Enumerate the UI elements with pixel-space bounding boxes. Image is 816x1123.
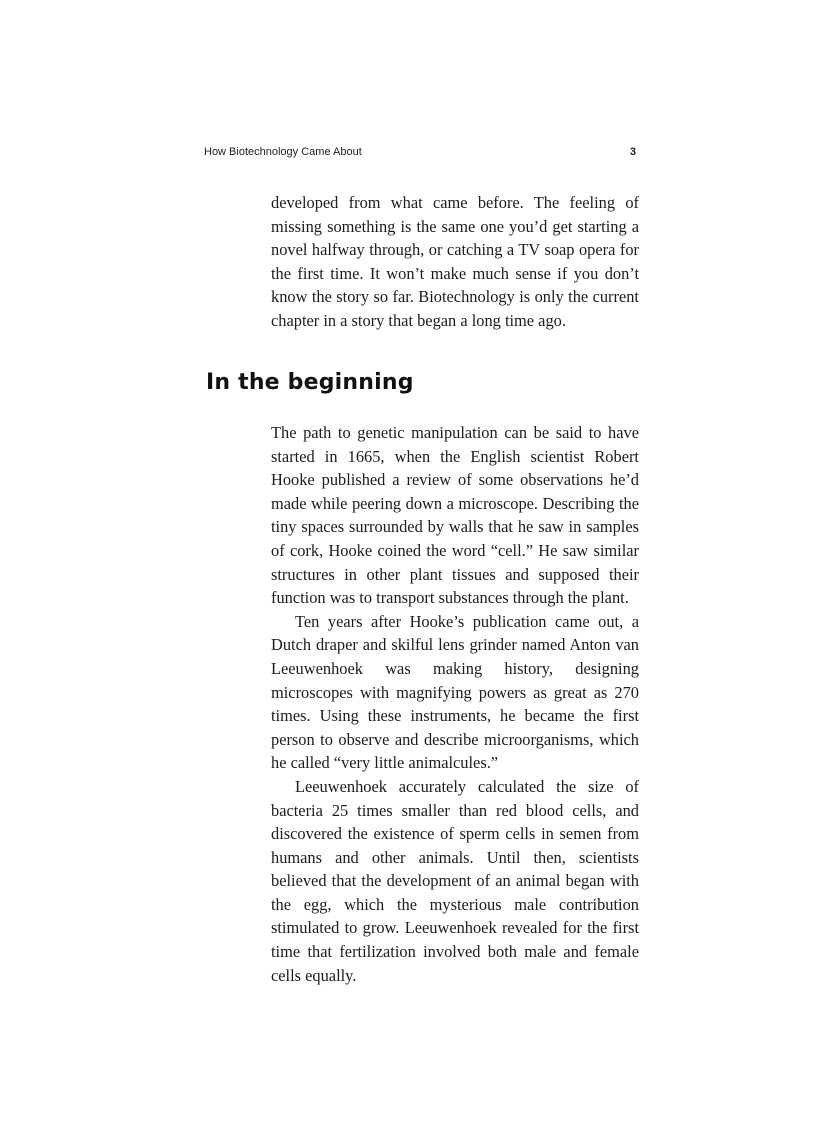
section-body xyxy=(271,421,639,987)
running-title: How Biotechnology Came About xyxy=(204,146,362,158)
page-number: 3 xyxy=(629,146,636,158)
running-header xyxy=(204,143,636,161)
paragraph-hooke: The path to genetic manipulation can be said to have started in 1665, when the English scientist Robert Hooke published a review of some observations he’d made while peering down a microscope. Describing the tiny spaces surrounded by walls that he saw in samples of cork, Hooke coined the word “cell.” He saw similar structures in other plant tissues and supposed their function was to transport substances through the plant. xyxy=(271,423,639,608)
intro-paragraph: developed from what came before. The feeling of missing something is the same one you’d get starting a novel halfway through, or catching a TV soap opera for the first time. It won’t make much sense if you don’t know the story so far. Biotechnology is only the current chapter in a story that began a long time ago. xyxy=(271,193,639,330)
paragraph-leeuwenhoek-discoveries: Leeuwenhoek accurately calculated the size of bacteria 25 times smaller than red blood cells, and discovered the existence of sperm cells in semen from humans and other animals. Until then, scientists believed that the development of an animal began with the egg, which the mysterious male contribution stimulated to grow. Leeuwenhoek revealed for the first time that fertilization involved both male and female cells equally. xyxy=(271,776,639,985)
section-heading: In the beginning xyxy=(206,370,414,395)
paragraph-leeuwenhoek-microscopes: Ten years after Hooke’s publication came out, a Dutch draper and skilful lens grinder named Anton van Leeuwenhoek was making history, designing microscopes with magnifying powers as great as 270 times. Using these instruments, he became the first person to observe and describe microorganisms, which he called “very little animalcules.” xyxy=(271,611,639,773)
